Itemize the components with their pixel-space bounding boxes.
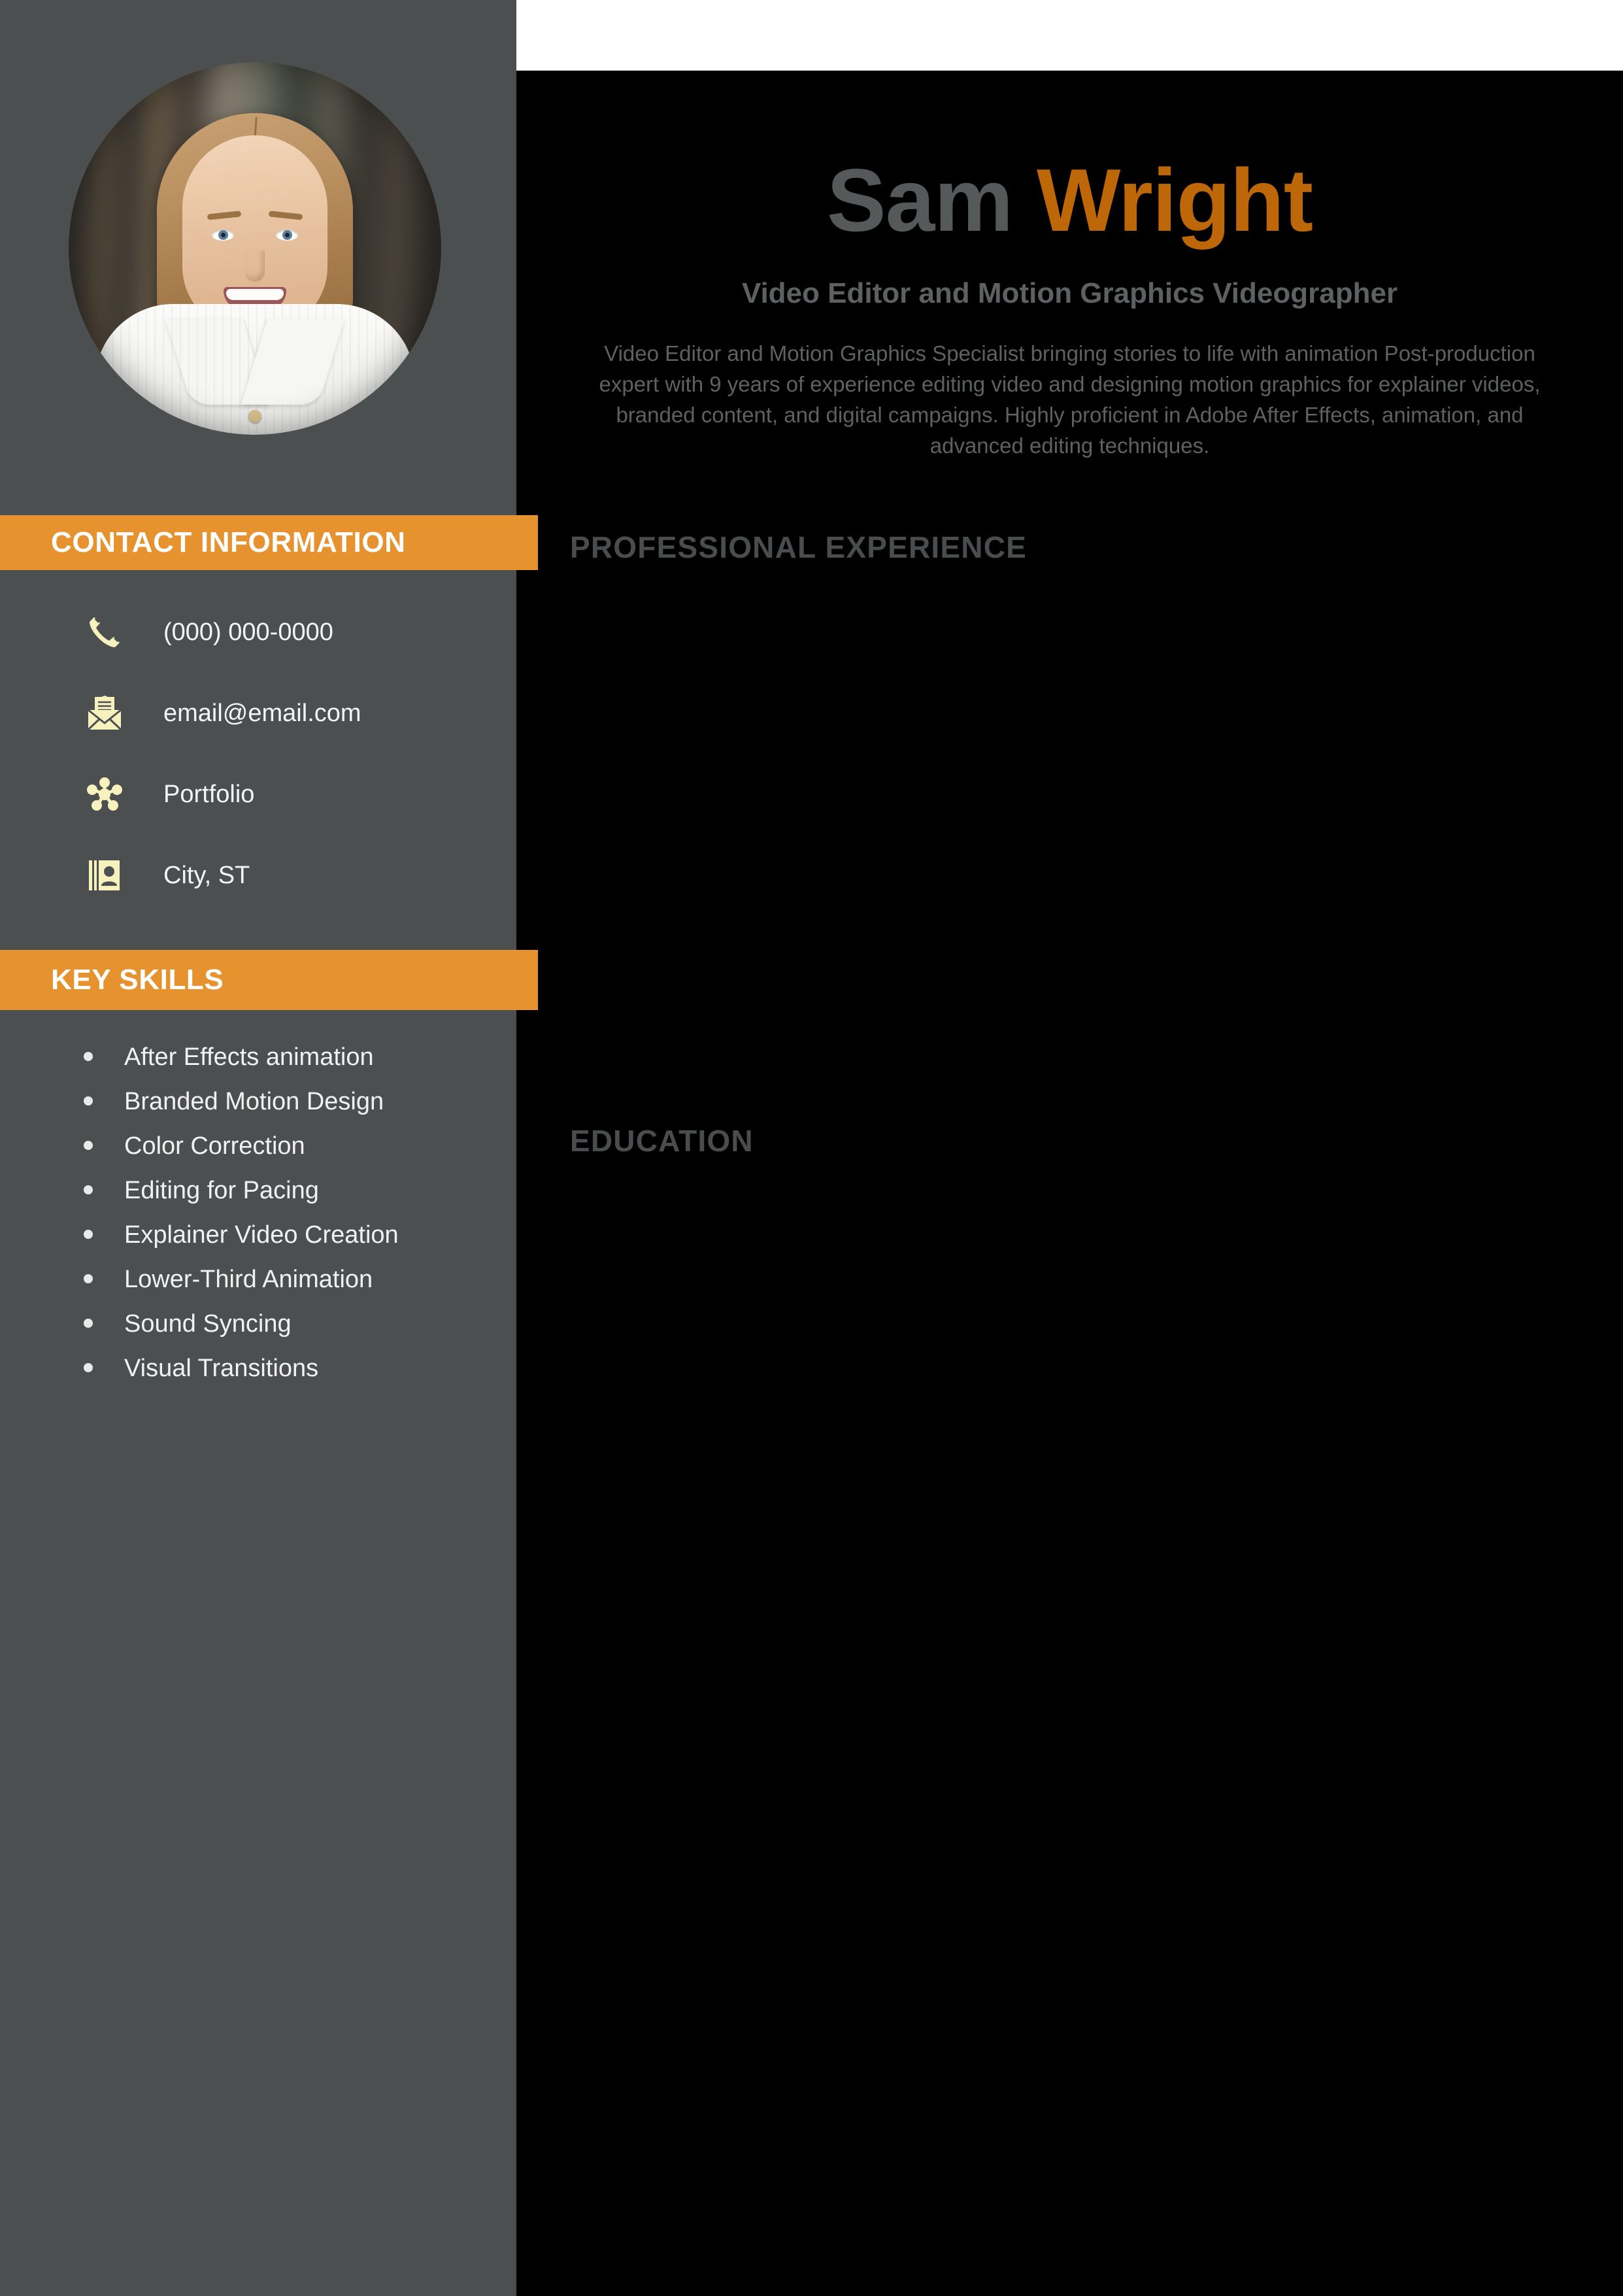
list-item (0, 1132, 516, 1177)
bullet-icon (84, 1274, 93, 1283)
skill-label: Visual Transitions (124, 1355, 319, 1382)
first-name: Sam (826, 150, 1013, 250)
photo-teeth (226, 289, 284, 300)
sidebar (0, 0, 516, 2296)
photo-nose (245, 250, 265, 282)
contact-item-location[interactable] (0, 835, 516, 916)
photo-brow-right (269, 211, 303, 220)
list-item (0, 1043, 516, 1088)
contact-location-value: City, ST (163, 861, 250, 889)
contact-item-phone[interactable] (0, 592, 516, 673)
bullet-icon (84, 1096, 93, 1106)
bullet-icon (84, 1052, 93, 1061)
section-heading-professional-experience: PROFESSIONAL EXPERIENCE (570, 530, 1028, 564)
email-icon (84, 692, 125, 734)
photo-eye-left (212, 229, 234, 241)
avatar (69, 62, 441, 435)
list-item (0, 1221, 516, 1266)
contact-phone-value: (000) 000-0000 (163, 618, 333, 646)
contact-email-value: email@email.com (163, 699, 361, 727)
location-icon (84, 854, 125, 896)
job-title: Video Editor and Motion Graphics Videographer (741, 277, 1398, 309)
bullet-icon (84, 1319, 93, 1328)
bullet-icon (84, 1363, 93, 1372)
bullet-icon (84, 1230, 93, 1239)
skill-label: Branded Motion Design (124, 1088, 384, 1115)
skill-label: Sound Syncing (124, 1310, 292, 1338)
contact-item-email[interactable] (0, 673, 516, 754)
skill-label: Color Correction (124, 1132, 305, 1160)
list-item (0, 1310, 516, 1355)
bullet-icon (84, 1141, 93, 1150)
list-item (0, 1088, 516, 1132)
contact-portfolio-value: Portfolio (163, 780, 255, 808)
profile-photo (69, 62, 441, 435)
last-name: Wright (1037, 150, 1313, 250)
section-heading-education: EDUCATION (570, 1124, 754, 1158)
photo-eye-right (276, 229, 298, 241)
key-skills-list (0, 1043, 516, 1399)
key-skills-header (0, 950, 538, 1010)
portfolio-icon (84, 773, 125, 815)
skill-label: Explainer Video Creation (124, 1221, 399, 1249)
contact-list (0, 592, 516, 916)
phone-icon (84, 611, 125, 653)
professional-summary: Video Editor and Motion Graphics Specialist bringing stories to life with animation Post-production expert with 9 years of experience editing video and designing motion graphics for explainer videos, branded content, and digital campaigns. Highly proficient in Adobe After Effects, animation, and advanced editing techniques. (599, 341, 1541, 458)
key-skills-title: KEY SKILLS (51, 964, 224, 996)
list-item (0, 1177, 516, 1221)
contact-item-portfolio[interactable] (0, 754, 516, 835)
list-item (0, 1266, 516, 1310)
photo-brow-left (207, 211, 242, 220)
bullet-icon (84, 1185, 93, 1194)
photo-shirt-button (248, 410, 261, 423)
skill-label: Editing for Pacing (124, 1177, 319, 1204)
photo-face (182, 135, 327, 331)
page-title (516, 150, 1623, 250)
contact-information-header (0, 515, 538, 570)
resume-header (516, 71, 1623, 461)
contact-information-title: CONTACT INFORMATION (51, 526, 406, 558)
skill-label: Lower-Third Animation (124, 1266, 373, 1293)
list-item (0, 1355, 516, 1399)
skill-label: After Effects animation (124, 1043, 374, 1071)
photo-shirt (95, 304, 415, 435)
